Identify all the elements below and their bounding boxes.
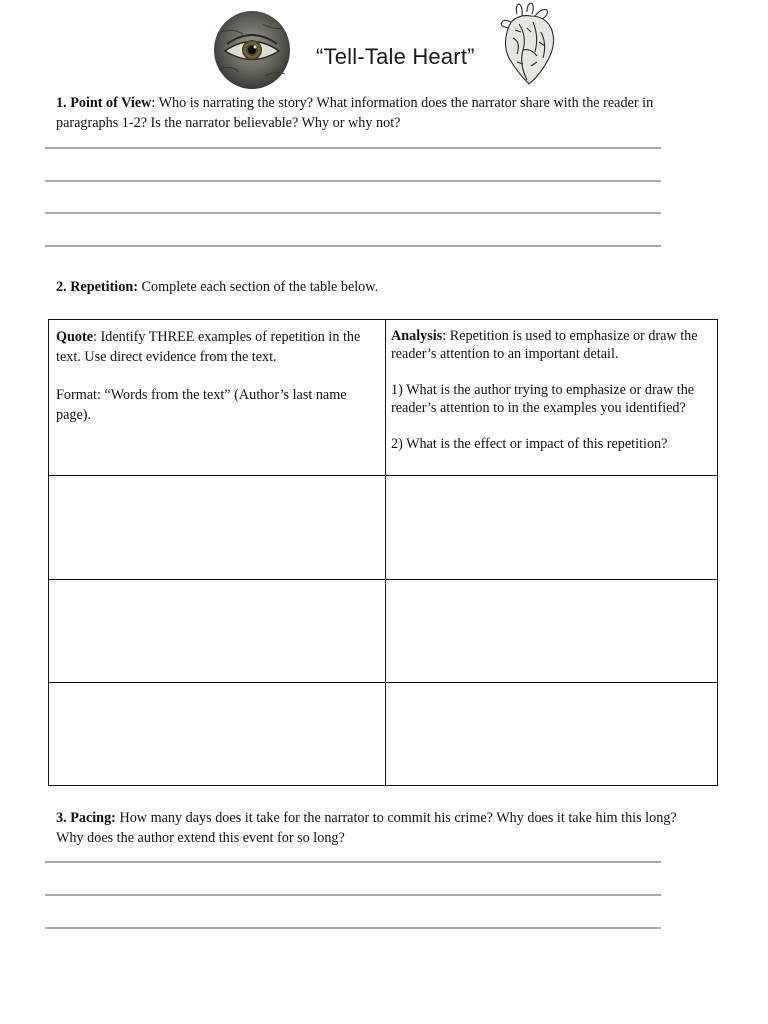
- analysis-answer-cell[interactable]: [387, 581, 715, 681]
- eye-image: [213, 10, 291, 90]
- anatomical-heart-image: [497, 2, 559, 86]
- quote-answer-cell[interactable]: [50, 477, 384, 578]
- question-point-of-view: [56, 93, 706, 133]
- analysis-header-label: Analysis: [391, 328, 443, 344]
- quote-header-cell: [56, 327, 374, 425]
- table-row-divider: [49, 579, 717, 580]
- answer-line[interactable]: [45, 927, 661, 929]
- quote-answer-cell[interactable]: [50, 684, 384, 783]
- table-row-divider: [49, 682, 717, 683]
- answer-line[interactable]: [45, 861, 661, 863]
- analysis-answer-cell[interactable]: [387, 684, 715, 783]
- table-column-divider: [385, 320, 386, 785]
- question-repetition: [56, 277, 706, 297]
- analysis-answer-cell[interactable]: [387, 477, 715, 578]
- answer-line[interactable]: [45, 894, 661, 896]
- answer-line[interactable]: [45, 180, 661, 182]
- repetition-table: [48, 319, 718, 786]
- quote-header-label: Quote: [56, 329, 94, 345]
- question-label: 2. Repetition:: [56, 279, 138, 295]
- question-label: 3. Pacing:: [56, 810, 116, 826]
- answer-line[interactable]: [45, 245, 661, 247]
- analysis-question-2: 2) What is the effect or impact of this repetition?: [391, 436, 668, 452]
- question-text: How many days does it take for the narrator to commit his crime? Why does it take him this long? Why does the author extend this event for so long?: [56, 810, 677, 846]
- answer-line[interactable]: [45, 147, 661, 149]
- question-text: Complete each section of the table below.: [137, 279, 379, 295]
- analysis-header-text: : Repetition is used to emphasize or draw the reader’s attention to an important detail.: [391, 328, 698, 362]
- analysis-header-cell: [391, 327, 711, 453]
- question-text: : Who is narrating the story? What information does the narrator share with the reader in paragraphs 1-2? Is the narrator believable? Why or why not?: [56, 95, 654, 131]
- quote-format-text: Format: “Words from the text” (Author’s last name page).: [56, 387, 347, 423]
- page-title: “Tell-Tale Heart”: [316, 44, 475, 69]
- answer-line[interactable]: [45, 212, 661, 214]
- question-label: 1. Point of View: [56, 95, 152, 111]
- quote-answer-cell[interactable]: [50, 581, 384, 681]
- table-row-divider: [49, 475, 717, 476]
- analysis-question-1: 1) What is the author trying to emphasize or draw the reader’s attention to in the examples you identified?: [391, 382, 695, 416]
- quote-header-text: : Identify THREE examples of repetition in the text. Use direct evidence from the text.: [56, 329, 361, 365]
- question-pacing: [56, 808, 706, 848]
